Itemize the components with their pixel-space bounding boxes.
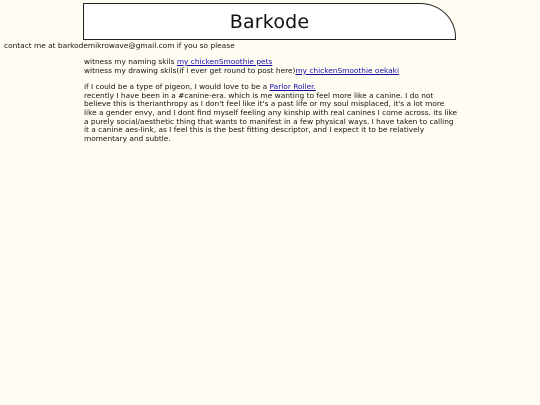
bio-paragraph: recently I have been in a #canine-era. which is me wanting to feel more like a canine. I do not believe this is therianthropy as I don't feel like it's a past life or my soul misplaced, it's a lot more like a gender envy, and I dont find myself feeling any kinship with real canines I come across. its like a purely social/aesthetic thing that wants to manifest in a few physical ways. I have taken to calling it a canine aes-link, as I feel this is the best fitting descriptor, and I expect it to be relatively momentary and subtle. xyxy=(84,90,458,143)
pigeon-text: if I could be a type of pigeon, I would love to be a xyxy=(84,82,270,92)
chickensmoothie-oekaki-link[interactable]: my chickenSmoothie oekaki xyxy=(295,65,400,75)
naming-text: witness my naming skils xyxy=(84,57,177,66)
title-banner xyxy=(83,3,456,40)
page-title: Barkode xyxy=(229,10,310,33)
main-content xyxy=(84,58,459,143)
drawing-line xyxy=(84,67,459,76)
parlor-roller-link[interactable]: Parlor Roller. xyxy=(269,82,316,92)
chickensmoothie-pets-link[interactable]: my chickenSmoothie pets xyxy=(176,57,273,66)
contact-line: contact me at barkodemikrowave@gmail.com if you so please xyxy=(4,41,235,50)
drawing-text: witness my drawing skils(if i ever get round to post here) xyxy=(84,65,296,75)
